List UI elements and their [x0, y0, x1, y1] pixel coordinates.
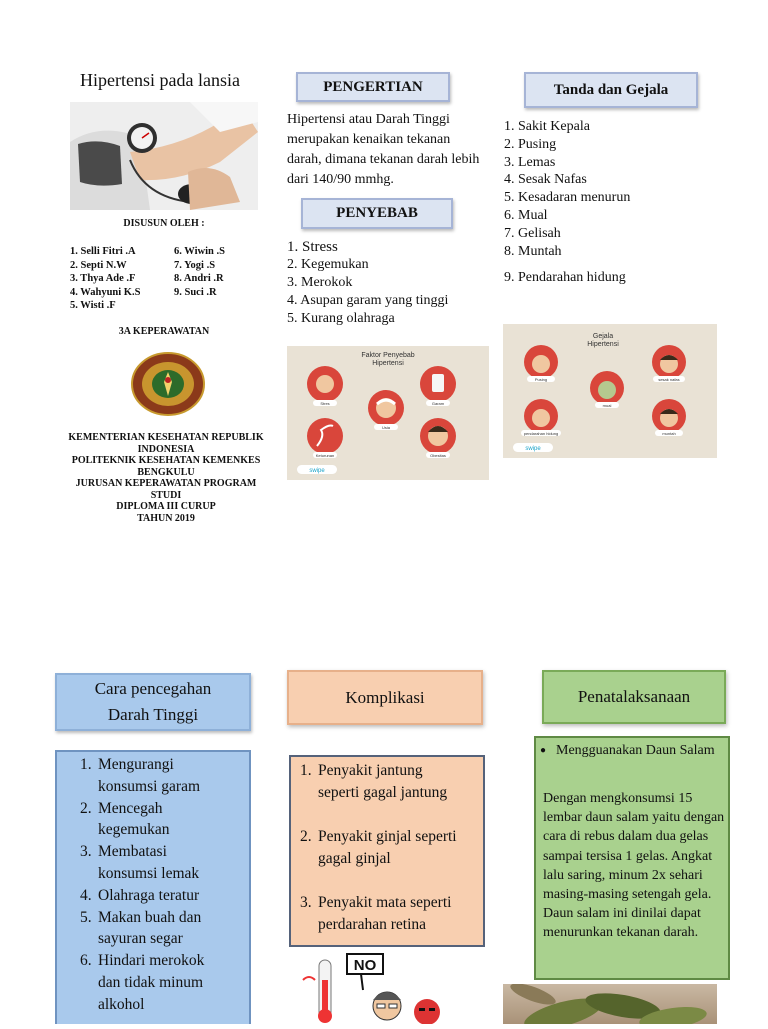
list-item — [300, 826, 478, 870]
list-item: 8. Muntah — [504, 243, 562, 259]
age-icon — [368, 390, 404, 430]
authors-heading: DISUSUN OLEH : — [123, 218, 205, 229]
penatalaksanaan-text: Dengan mengkonsumsi 15 lembar daun salam yaitu dengan cara di rebus dalam dua gelas sampai tersisa 1 gelas. Angkat lalu saring, minum 2x sehari masing-masing setengah gela. Daun salam ini dinilai dapat menurunkan tekanan darah. — [543, 791, 725, 941]
author-item: 9. Suci .R — [174, 286, 217, 298]
pengertian-text: Hipertensi atau Darah Tinggi merupakan kenaikan tekanan darah, dimana tekanan darah lebih dari 140/90 mmhg. — [287, 112, 480, 187]
author-item: 5. Wisti .F — [70, 300, 116, 311]
heading-line: Cara pencegahan — [94, 679, 212, 698]
list-line: Hindari merokok — [98, 952, 205, 970]
stress-icon — [307, 366, 343, 406]
list-line: Membatasi — [98, 843, 167, 861]
salt-icon — [420, 366, 456, 406]
list-line: Makan buah dan — [98, 908, 202, 926]
list-line: alkohol — [98, 995, 145, 1013]
list-line: Penyakit ginjal seperti — [318, 828, 457, 845]
no-smoking-illustration — [289, 950, 449, 1024]
author-item: 1. Selli Fitri .A — [70, 246, 136, 257]
list-item — [80, 950, 248, 1015]
pencegahan-list — [80, 754, 248, 1016]
institution-block — [66, 432, 266, 524]
list-item — [300, 892, 478, 936]
list-number: 6. — [80, 952, 92, 970]
cover-title: Hipertensi pada lansia — [80, 70, 240, 90]
infographic-label: Pusing — [534, 377, 548, 382]
list-line: perdarahan retina — [318, 916, 427, 933]
list-number: 5. — [80, 908, 92, 926]
institution-line: DIPLOMA III CURUP — [116, 501, 216, 512]
bullet-icon: ● — [540, 745, 547, 756]
penatalaksanaan-heading: Penatalaksanaan — [542, 670, 726, 724]
infographic-title: Hipertensi — [587, 341, 619, 348]
penyebab-list — [287, 238, 448, 328]
author-item: 6. Wiwin .S — [174, 246, 225, 257]
infographic-label: Usia — [381, 425, 391, 430]
list-item: 3. Merokok — [287, 275, 353, 290]
infographic-title: Gejala — [592, 333, 614, 340]
list-line: Mengurangi — [98, 756, 174, 773]
list-number: 3. — [80, 843, 92, 861]
faktor-penyebab-infographic — [287, 346, 489, 480]
list-item: 3. Lemas — [504, 154, 556, 170]
no-sign-text: NO — [353, 957, 377, 974]
nausea-icon — [590, 371, 624, 408]
author-item: 3. Thya Ade .F — [70, 273, 136, 284]
brand-label: swipe — [309, 468, 325, 474]
angry-face-icon — [414, 999, 440, 1024]
author-item: 2. Septi N.W — [70, 259, 127, 271]
institution-line: TAHUN 2019 — [137, 512, 195, 524]
poltekkes-logo-icon — [131, 352, 205, 416]
authors-list — [70, 245, 260, 313]
list-line: Penyakit mata seperti — [318, 894, 452, 911]
institution-line: KEMENTERIAN KESEHATAN REPUBLIK INDONESIA — [68, 432, 264, 455]
list-line: seperti gagal jantung — [318, 784, 448, 801]
list-item: 5. Kurang olahraga — [287, 311, 395, 326]
list-line: sayuran segar — [98, 930, 183, 948]
komplikasi-heading: Komplikasi — [287, 670, 483, 725]
list-line: konsumsi garam — [98, 777, 201, 795]
infographic-label: Obesitas — [430, 453, 446, 458]
list-line: Olahraga teratur — [98, 886, 200, 904]
infographic-label: Garam — [431, 401, 445, 406]
list-item: 4. Sesak Nafas — [504, 172, 587, 188]
infographic-label: mual — [602, 403, 612, 408]
list-number: 1. — [300, 762, 312, 779]
infographic-label: Keturunan — [315, 453, 335, 458]
list-item — [300, 760, 478, 804]
komplikasi-list — [300, 760, 478, 958]
brand-label: swipe — [525, 446, 541, 452]
gejala-hipertensi-infographic — [503, 324, 717, 458]
infographic-label: sesak nafas — [658, 377, 680, 382]
list-item — [80, 841, 248, 885]
list-number: 2. — [80, 799, 92, 817]
vomit-icon — [652, 399, 686, 436]
infographic-label: pendarahan hidung — [523, 431, 559, 436]
nosebleed-icon — [521, 399, 561, 436]
list-item: 1. Sakit Kepala — [504, 119, 590, 134]
no-sign-icon — [347, 954, 383, 990]
list-number: 4. — [80, 886, 92, 904]
list-number: 2. — [300, 828, 312, 845]
dna-icon — [307, 418, 343, 458]
list-number: 3. — [300, 894, 312, 911]
list-item — [80, 885, 248, 907]
infographic-label: Stres — [320, 401, 330, 406]
bullet-text: Mengguanakan Daun Salam — [556, 743, 715, 758]
pengertian-heading: PENGERTIAN — [296, 72, 450, 102]
list-item: 9. Pendarahan hidung — [504, 270, 626, 285]
author-item: 7. Yogi .S — [174, 259, 216, 271]
list-line: dan tidak minum — [98, 973, 204, 991]
list-line: Mencegah — [98, 799, 163, 817]
list-line: gagal ginjal — [318, 850, 391, 867]
blood-pressure-photo — [70, 102, 258, 210]
list-item: 4. Asupan garam yang tinggi — [287, 293, 449, 308]
list-item — [80, 907, 248, 951]
list-item: 7. Gelisah — [504, 225, 561, 241]
infographic-title: Faktor Penyebab — [361, 352, 415, 359]
penyebab-heading: PENYEBAB — [301, 198, 453, 229]
institution-line: JURUSAN KEPERAWATAN PROGRAM STUDI — [75, 478, 257, 501]
tanda-list — [504, 118, 630, 260]
list-item — [80, 798, 248, 842]
list-item: 2. Pusing — [504, 136, 557, 152]
list-item: 2. Kegemukan — [287, 257, 369, 272]
doctor-icon — [373, 992, 401, 1020]
institution-line: POLITEKNIK KESEHATAN KEMENKES BENGKULU — [71, 455, 261, 478]
list-item: 6. Mual — [504, 207, 548, 223]
class-label: 3A KEPERAWATAN — [118, 326, 210, 337]
author-item: 4. Wahyuni K.S — [70, 286, 141, 298]
list-line: Penyakit jantung — [318, 762, 423, 779]
blood-pressure-illustration — [70, 102, 258, 210]
infographic-title: Hipertensi — [372, 360, 404, 367]
penatalaksanaan-bullet — [540, 741, 726, 761]
shortness-breath-icon — [652, 345, 686, 382]
thermometer-icon — [303, 960, 332, 1023]
dizzy-icon — [524, 345, 558, 382]
list-item: 5. Kesadaran menurun — [504, 190, 631, 206]
list-line: kegemukan — [98, 821, 170, 839]
list-item — [80, 754, 248, 798]
author-item: 8. Andri .R — [174, 273, 224, 284]
list-number: 1. — [80, 756, 92, 773]
tanda-heading: Tanda dan Gejala — [524, 72, 698, 108]
heading-line: Darah Tinggi — [107, 705, 199, 724]
obesity-icon — [420, 418, 456, 458]
pencegahan-heading — [55, 673, 251, 731]
bay-leaf-photo — [503, 984, 717, 1024]
list-item: 1. Stress — [287, 239, 338, 255]
list-line: konsumsi lemak — [98, 864, 200, 882]
infographic-label: muntah — [662, 431, 676, 436]
